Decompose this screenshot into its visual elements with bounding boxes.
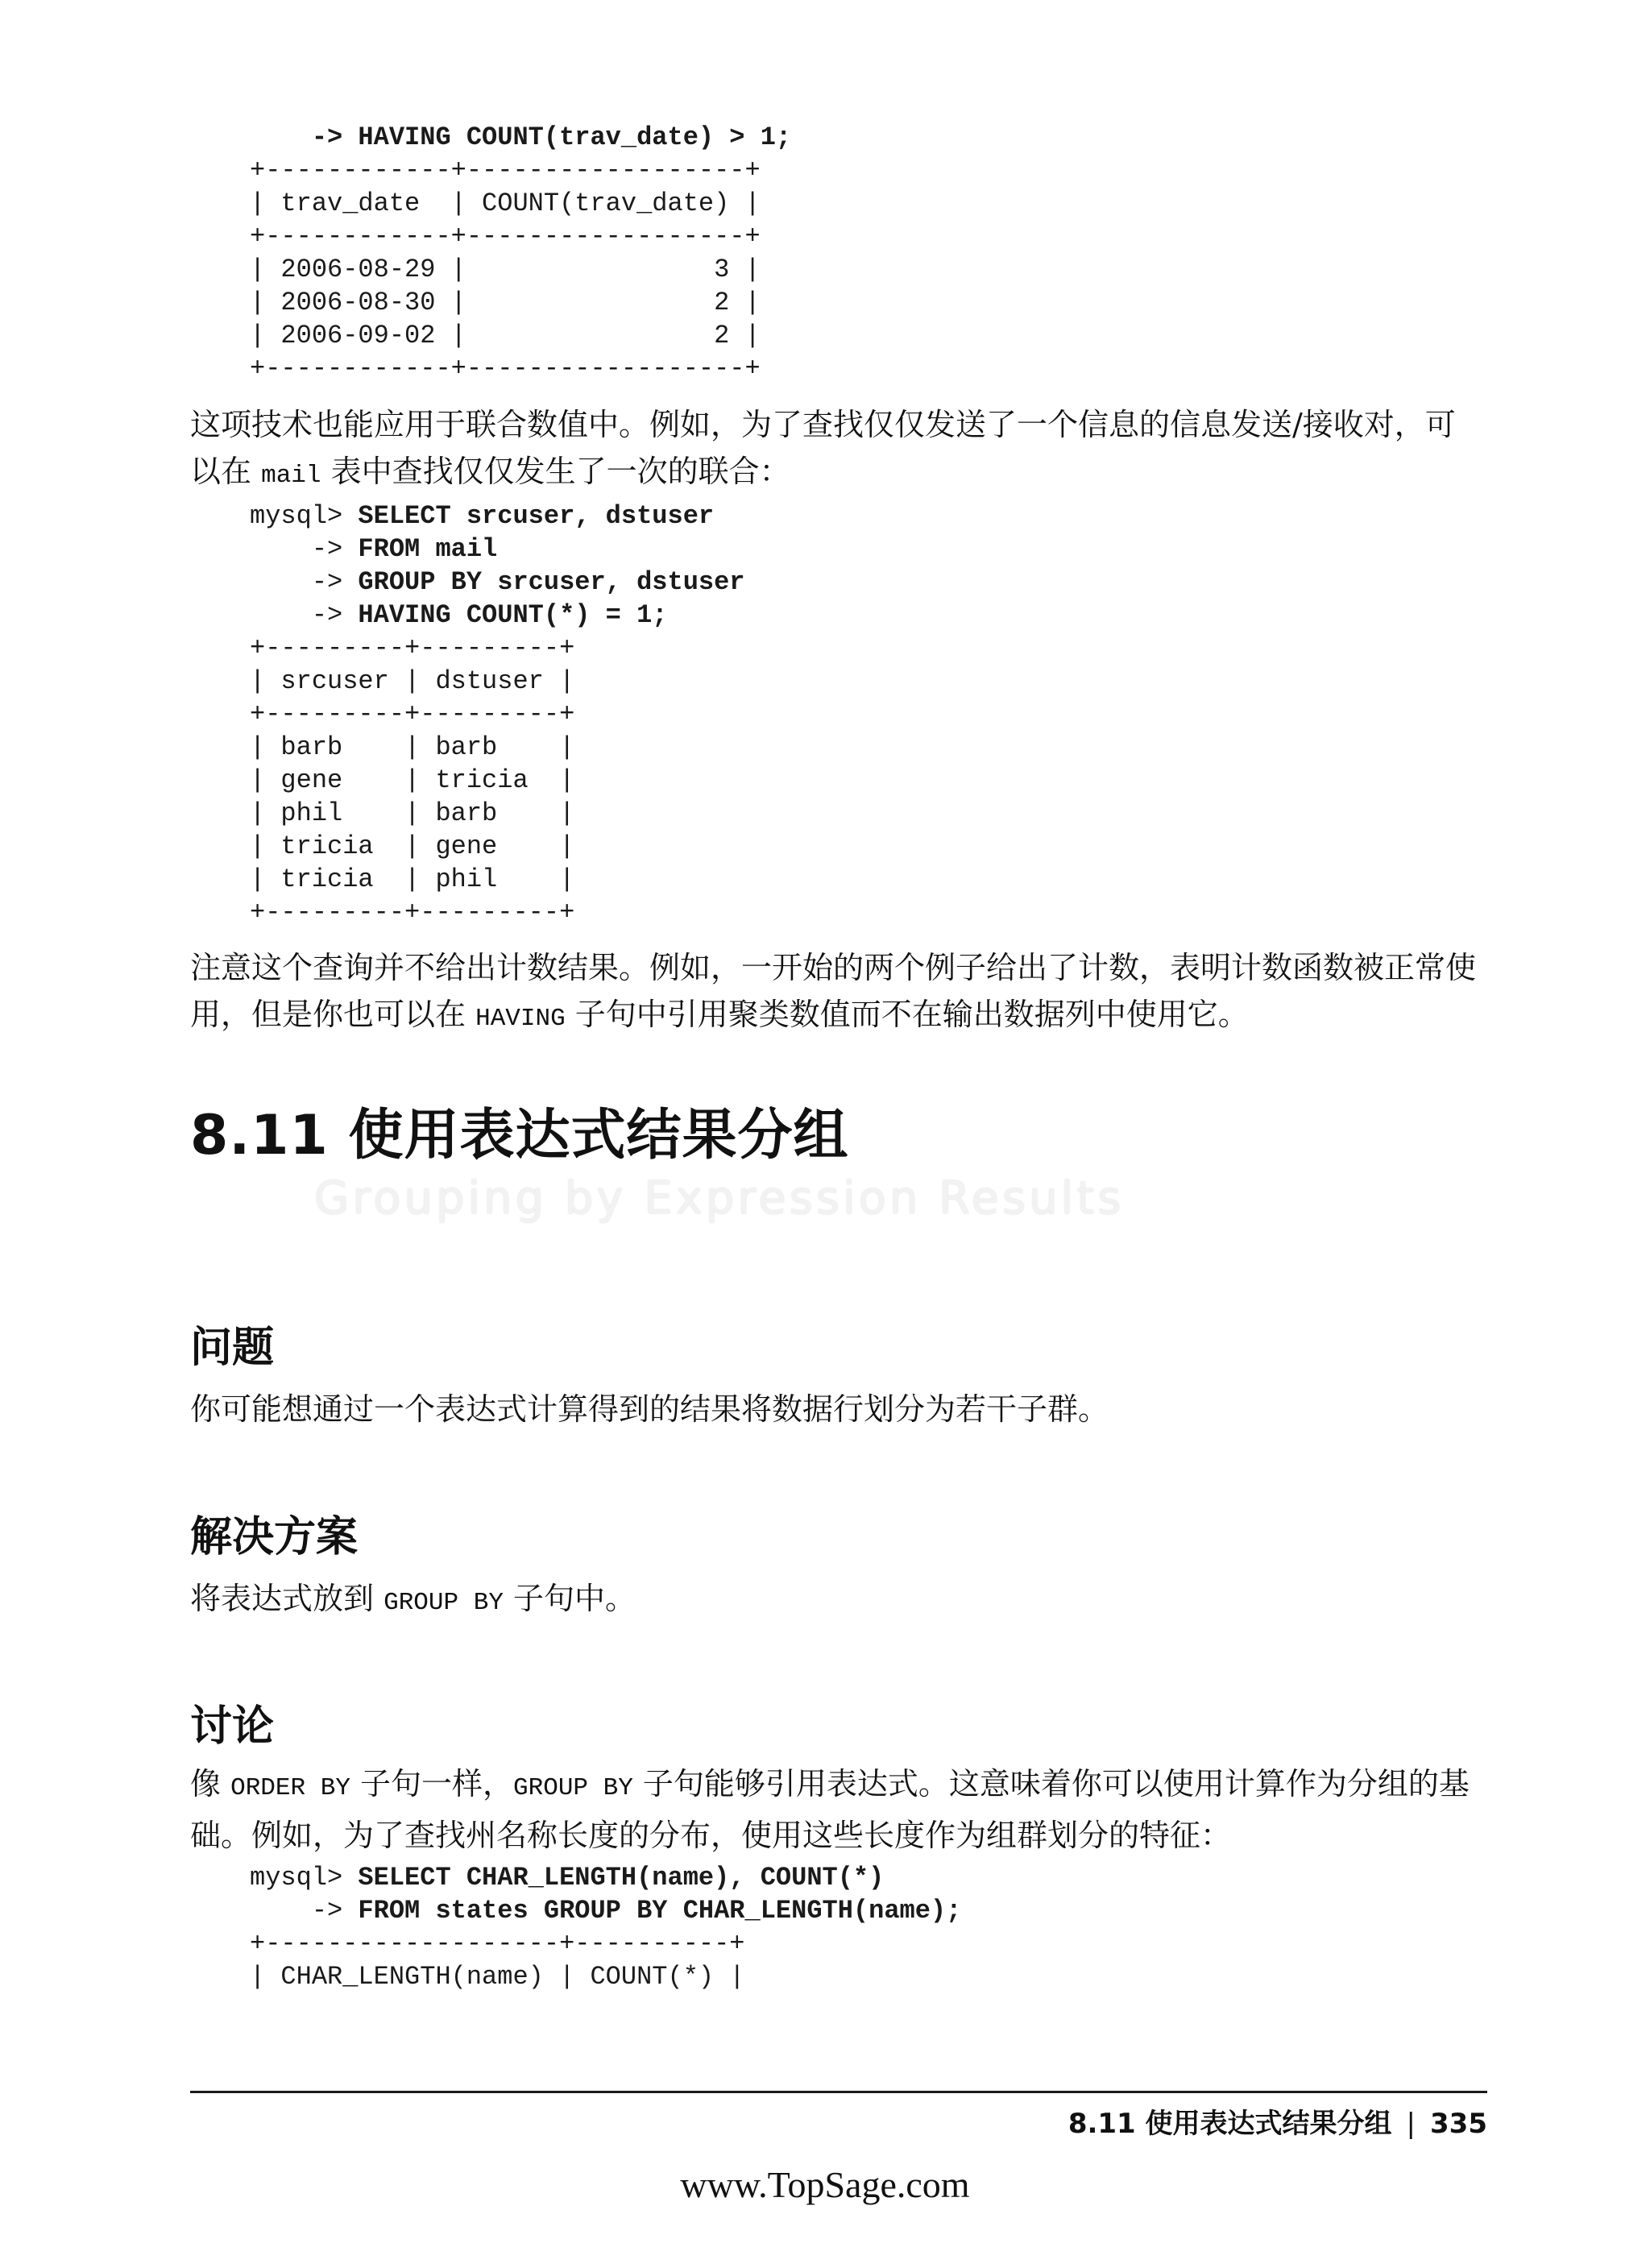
sql-group-by-line: GROUP BY srcuser, dstuser [358, 567, 745, 597]
code-block-having-trav-date [250, 121, 791, 385]
sql-having-line: HAVING COUNT(*) = 1; [358, 600, 668, 630]
paragraph-note [190, 944, 1479, 1043]
paragraph-text: 将表达式放到 [190, 1581, 384, 1616]
footer-section-label: 8.11 使用表达式结果分组 [1068, 2108, 1392, 2140]
solution-heading: 解决方案 [190, 1513, 359, 1561]
table-row: | 2006-08-29 | 3 | [250, 255, 761, 284]
sql-continuation: -> [250, 1896, 359, 1926]
inline-code: mail [261, 462, 321, 490]
paragraph-text: 子句能够引用表达式。这意味着你可以使用计算作为分组的基础。例如，为了查找州名称长度的分布，使用这些长度作为组群划分的特征： [190, 1766, 1470, 1853]
table-header: | trav_date | COUNT(trav_date) | [250, 189, 761, 218]
paragraph-text: 子句中引用聚类数值而不在输出数据列中使用它。 [565, 997, 1249, 1032]
table-row: | phil | barb | [250, 798, 575, 828]
code-block-mail-query [250, 500, 745, 929]
section-subtitle: Grouping by Expression Results [314, 1172, 1125, 1225]
solution-text [190, 1575, 1479, 1627]
discussion-text [190, 1760, 1479, 1859]
table-row: | 2006-09-02 | 2 | [250, 321, 761, 350]
footer-rule [190, 2091, 1487, 2093]
problem-text: 你可能想通过一个表达式计算得到的结果将数据行划分为若干子群。 [190, 1391, 1109, 1427]
paragraph-text: 像 [190, 1766, 231, 1802]
footer-separator: | [1406, 2108, 1416, 2140]
sql-having-clause: -> HAVING COUNT(trav_date) > 1; [311, 122, 792, 152]
table-border: +------------+------------------+ [250, 222, 761, 251]
paragraph-text: 子句一样， [350, 1766, 514, 1802]
discussion-heading: 讨论 [190, 1702, 275, 1751]
section-title: 8.11 使用表达式结果分组 [190, 1104, 849, 1167]
problem-heading: 问题 [190, 1324, 275, 1372]
sql-prompt: mysql> [250, 501, 359, 531]
code-block-char-length-query [250, 1861, 961, 1993]
table-header: | CHAR_LENGTH(name) | COUNT(*) | [250, 1962, 745, 1992]
table-row: | 2006-08-30 | 2 | [250, 288, 761, 317]
table-border: +---------+---------+ [250, 898, 575, 927]
inline-code: ORDER BY [230, 1774, 350, 1802]
table-header: | srcuser | dstuser | [250, 666, 575, 696]
table-row: | barb | barb | [250, 732, 575, 762]
sql-prompt: mysql> [250, 1863, 359, 1893]
sql-from-line: FROM states GROUP BY CHAR_LENGTH(name); [358, 1896, 962, 1926]
table-border: +---------+---------+ [250, 633, 575, 663]
paragraph-text: 这项技术也能应用于联合数值中。例如，为了查找仅仅发送了一个信息的信息发送/接收对，可以在 [190, 407, 1456, 489]
code-line [250, 122, 791, 152]
table-row: | gene | tricia | [250, 765, 575, 795]
table-row: | tricia | phil | [250, 864, 575, 894]
sql-continuation: -> [250, 567, 359, 597]
table-border: +---------+---------+ [250, 699, 575, 729]
website-watermark: www.TopSage.com [680, 2164, 970, 2205]
paragraph-text: 表中查找仅仅发生了一次的联合： [321, 454, 790, 489]
sql-select-line: SELECT srcuser, dstuser [358, 501, 715, 531]
table-border: +-------------------+----------+ [250, 1929, 745, 1959]
inline-code: HAVING [475, 1005, 566, 1033]
page-number: 335 [1430, 2108, 1487, 2140]
sql-continuation: -> [250, 600, 359, 630]
inline-code: GROUP BY [383, 1589, 504, 1617]
page-footer [1068, 2101, 1487, 2141]
inline-code: GROUP BY [513, 1774, 633, 1802]
sql-select-line: SELECT CHAR_LENGTH(name), COUNT(*) [358, 1863, 885, 1893]
sql-from-line: FROM mail [358, 534, 498, 564]
paragraph-text: 子句中。 [503, 1581, 636, 1616]
paragraph-pair-explanation [190, 401, 1479, 500]
table-row: | tricia | gene | [250, 831, 575, 861]
table-border: +------------+------------------+ [250, 354, 761, 384]
table-border: +------------+------------------+ [250, 155, 761, 185]
sql-continuation: -> [250, 534, 359, 564]
paragraph-text: 注意这个查询并不给出计数结果。例如，一开始的两个例子给出了计数，表明计数函数被正常使用，但是你也可以在 [190, 950, 1477, 1032]
